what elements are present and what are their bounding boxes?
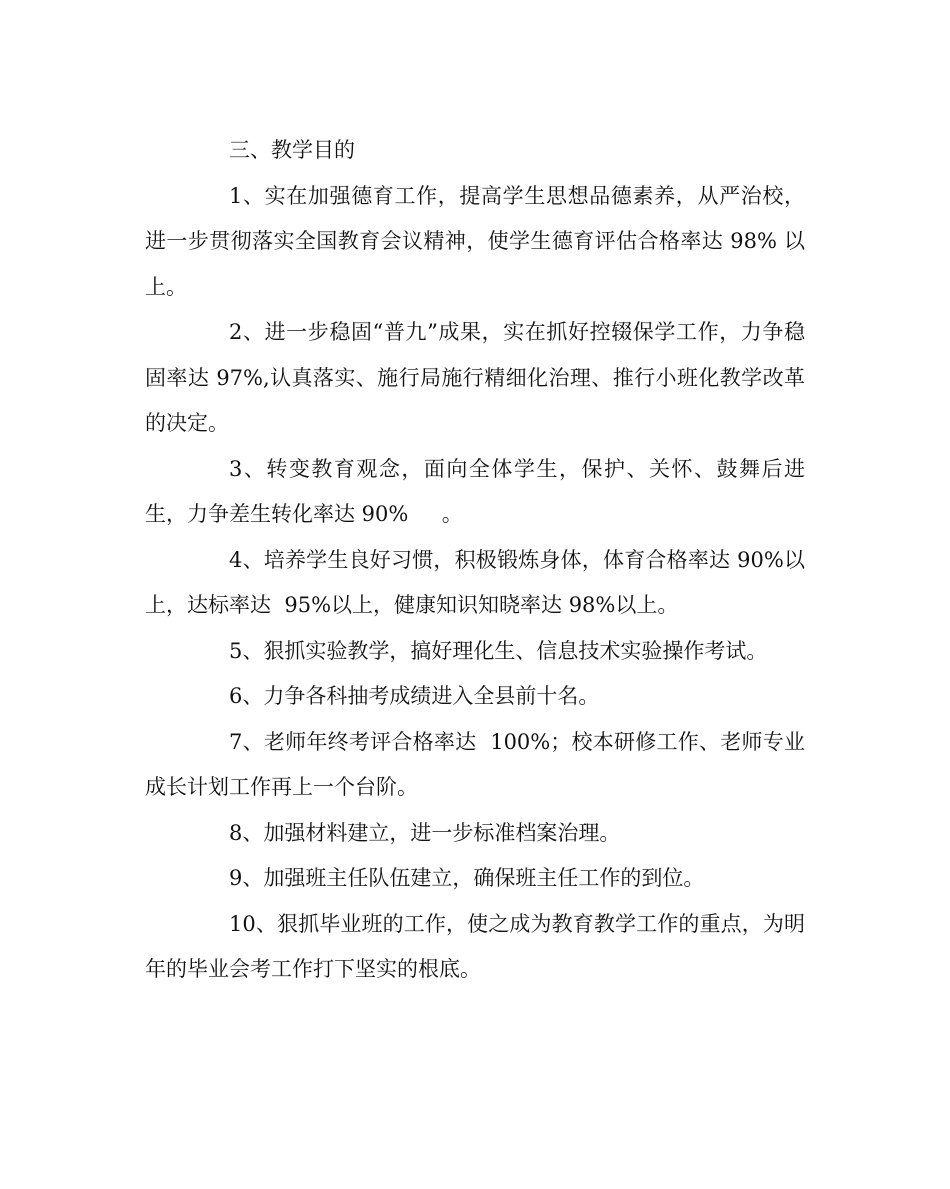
goal-paragraph-3: 3、转变教育观念，面向全体学生，保护、关怀、鼓舞后进生，力争差生转化率达 90% 。 — [145, 456, 805, 526]
goal-paragraph-5: 5、狠抓实验教学，搞好理化生、信息技术实验操作考试。 — [229, 638, 768, 663]
goal-paragraph-7: 7、老师年终考评合格率达 100%；校本研修工作、老师专业成长计划工作再上一个台阶。 — [145, 729, 805, 799]
goal-paragraph-2: 2、进一步稳固“普九”成果，实在抓好控辍保学工作，力争稳固率达 97%,认真落实、施行局施行精细化治理、推行小班化教学改革的决定。 — [145, 320, 805, 435]
goal-paragraph-9: 9、加强班主任队伍建立，确保班主任工作的到位。 — [229, 866, 705, 890]
document-body — [145, 128, 805, 993]
goal-paragraph-4: 4、培养学生良好习惯，积极锻炼身体，体育合格率达 90%以上，达标率达 95%以上，健康知识知晓率达 98%以上。 — [145, 547, 805, 617]
goal-paragraph-10: 10、狠抓毕业班的工作，使之成为教育教学工作的重点，为明年的毕业会考工作打下坚实的根底。 — [145, 911, 805, 981]
goal-paragraph-6: 6、力争各科抽考成绩进入全县前十名。 — [229, 684, 600, 708]
goal-paragraph-8: 8、加强材料建立，进一步标准档案治理。 — [229, 820, 621, 845]
goal-paragraph-1: 1、实在加强德育工作，提高学生思想品德素养，从严治校，进一步贯彻落实全国教育会议精神，使学生德育评估合格率达 98% 以上。 — [145, 183, 805, 299]
section-heading: 三、教学目的 — [229, 138, 355, 162]
